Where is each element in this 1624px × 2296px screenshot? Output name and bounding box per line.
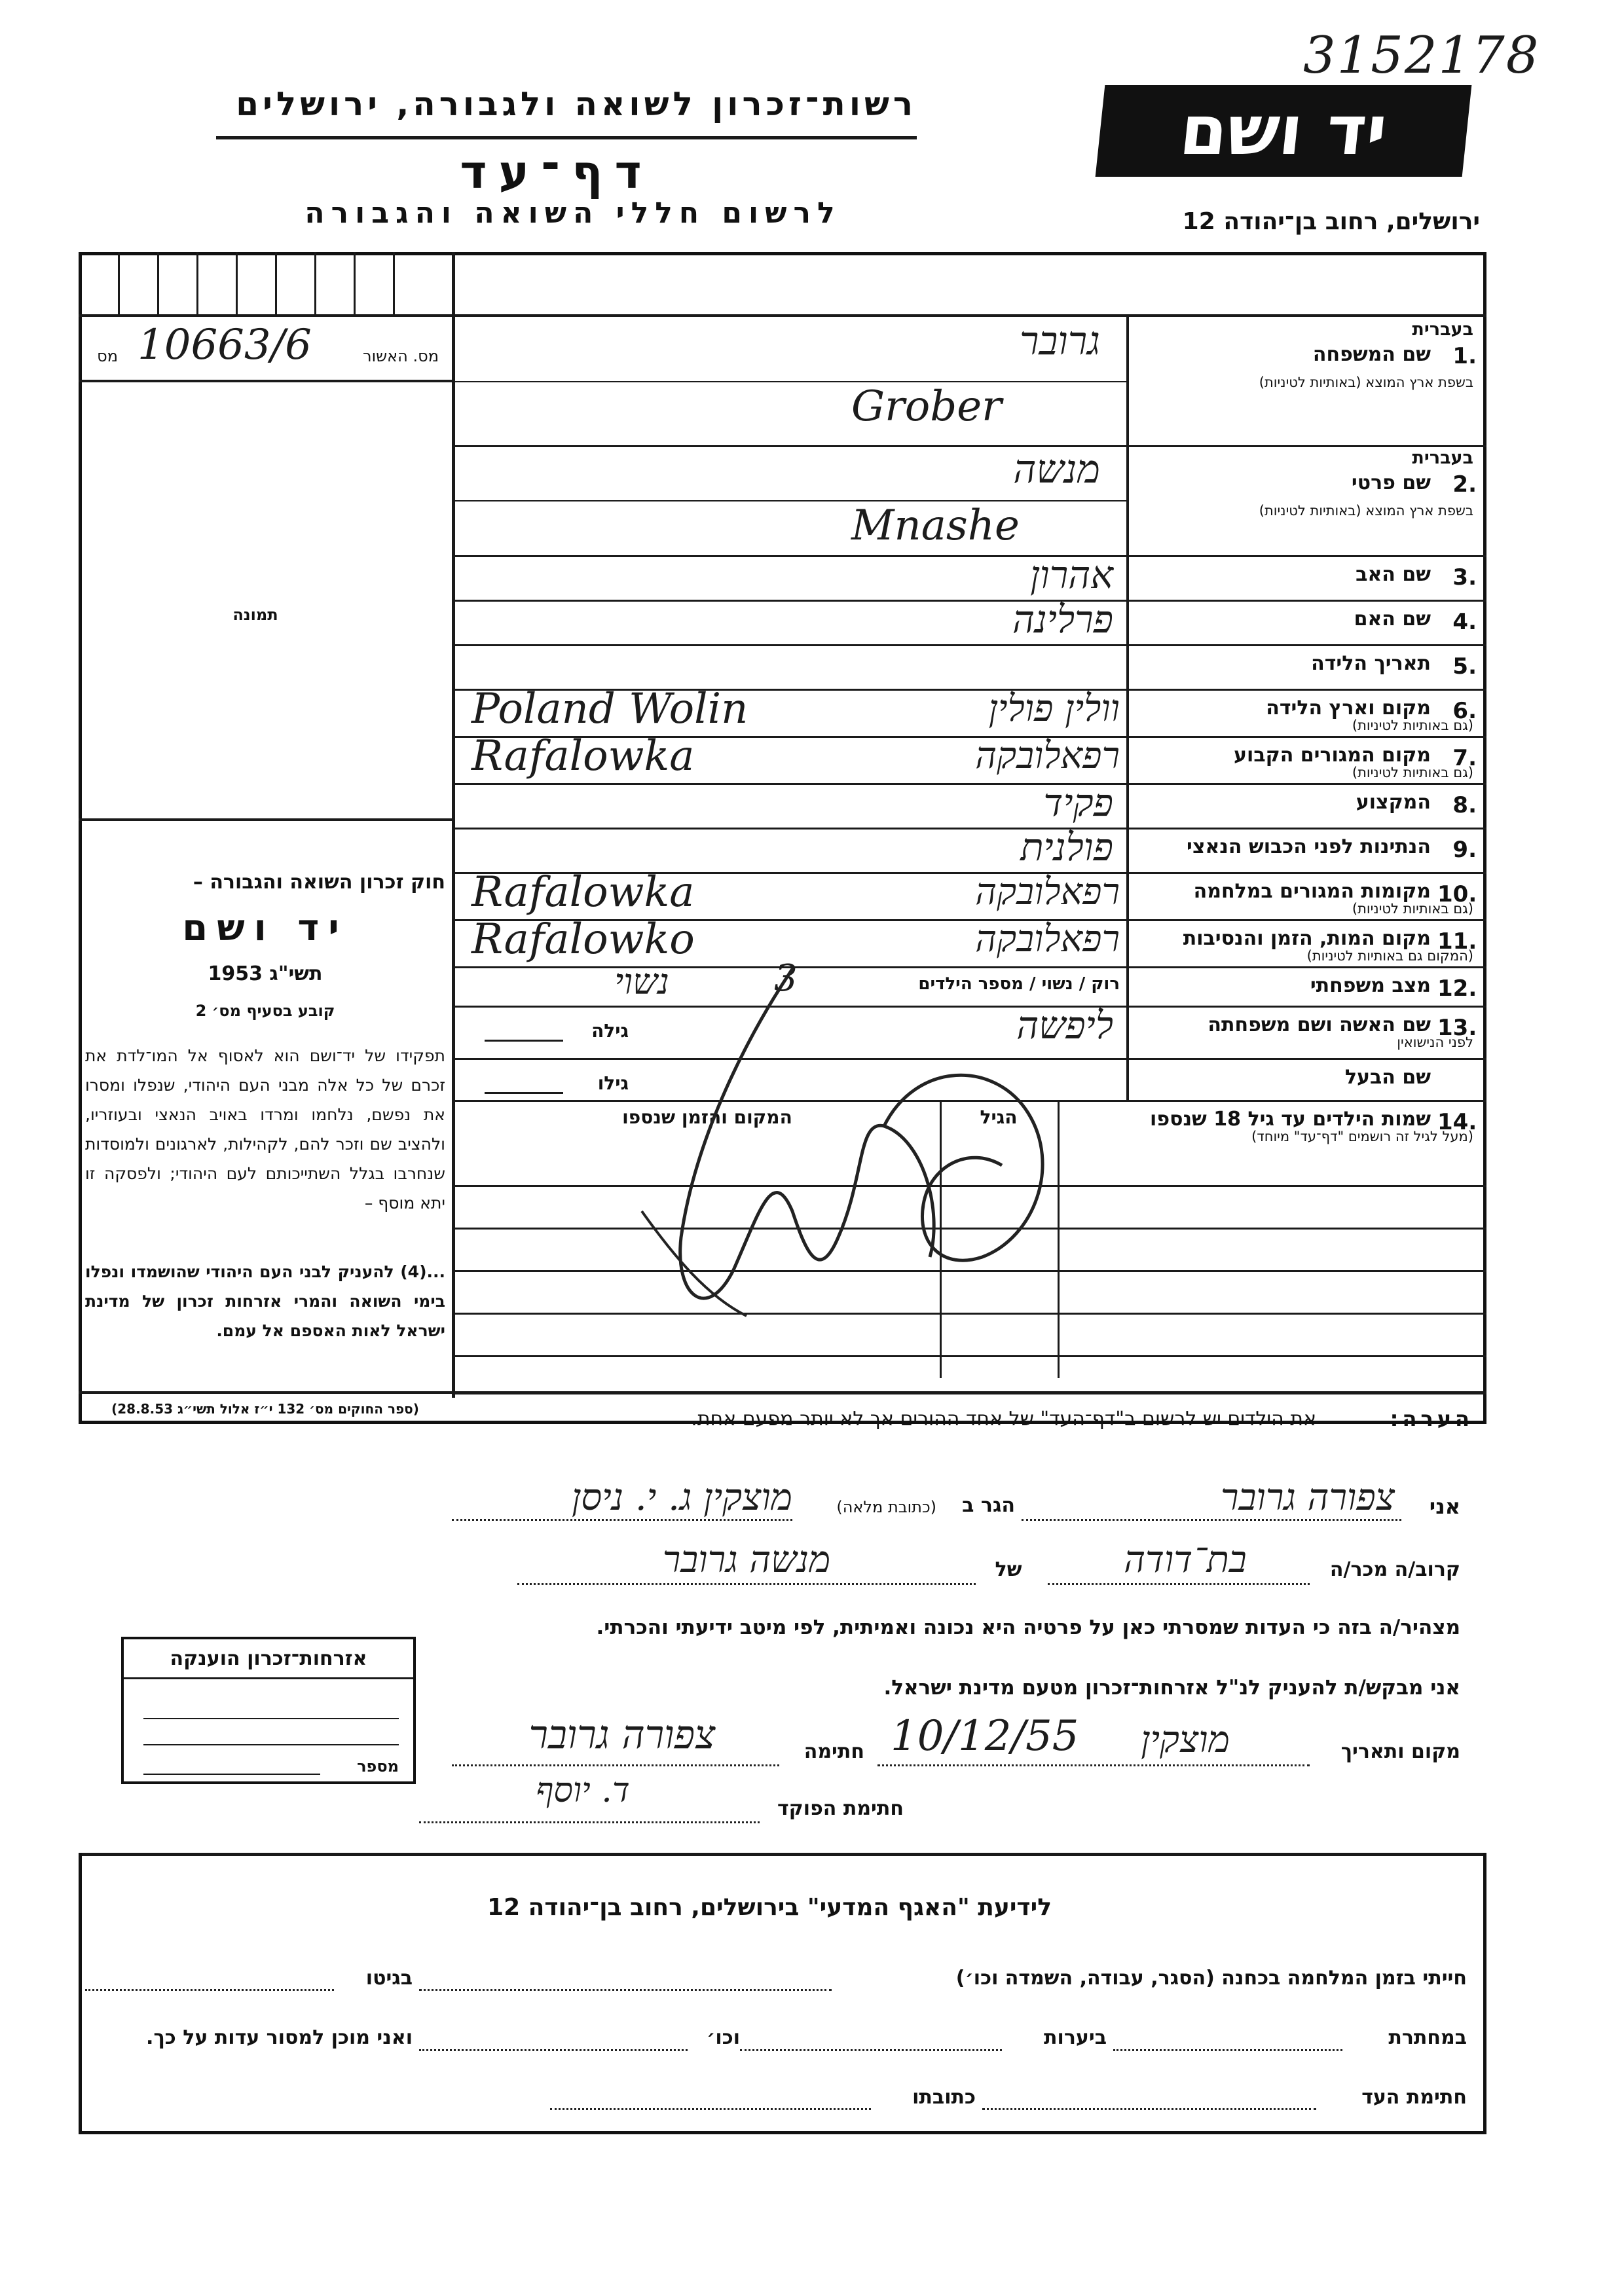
field-label: שם האב: [1356, 563, 1431, 586]
resides-label: הגר ב: [962, 1494, 1015, 1517]
field-label: שם המשפחה: [1312, 343, 1431, 366]
field-value-hebrew[interactable]: גרובר: [1019, 318, 1100, 364]
law-paragraph-1: תפקידו של יד־ושם הוא לאסוף אל המו־לדת את זכרם של כל אלה מבני העם היהודי, שנפלו ומסרו את נפשם, נלחמו ומרדו באויב הנאצי ובעוזריו, ולהציב שם וזכר להם, לקהילות, לארגונים ולמוסדות שנחרבו בגלל השתייכותם לעם היהודי; ולפסקה זו יתא מוסף –: [85, 1046, 445, 1212]
field-value-hebrew[interactable]: רפאלובקה: [975, 735, 1120, 777]
logo-text: יד ושם: [1176, 90, 1391, 170]
field-value-hebrew[interactable]: רפאלובקה: [975, 871, 1120, 913]
field-number: 14.: [1437, 1109, 1477, 1135]
field-label: מקום המות, הזמן והנסיבות: [1183, 927, 1431, 950]
law-title: חוק זכרון השואה והגבורה –: [193, 871, 445, 894]
children-count[interactable]: 3: [774, 957, 798, 1000]
field-number: 5.: [1452, 653, 1477, 680]
field-number: 3.: [1452, 564, 1477, 591]
footer-line1-b: בגיטו: [365, 1967, 413, 1990]
field-hint: בשפת ארץ המוצא (באותיות לטיניות): [1259, 374, 1473, 390]
footer-line1-a: חייתי בזמן המלחמה בכחנה (הסגר, עבודה, השמדה וכו׳): [955, 1967, 1467, 1990]
footer-line2-d: ואני מוכן למסור עדות על כך.: [146, 2026, 413, 2049]
citizenship-number-label: מספר: [357, 1757, 399, 1776]
field-number: 8.: [1452, 792, 1477, 818]
note-text: את הילדים יש לרשום ב"דף־העד" של אחד ההורים אך לא יותר מפעם אחת.: [691, 1408, 1316, 1430]
address-hint: (כתובת מלאה): [836, 1498, 936, 1516]
field-hint: לפני הנישואין: [1397, 1034, 1473, 1050]
row-rule: [455, 644, 1486, 646]
address-line: ירושלים, רחוב בן־יהודה 12: [1182, 208, 1480, 235]
field-label: שם האם: [1354, 608, 1431, 630]
declarant-address[interactable]: מוצקין ג. י. ניסן: [572, 1476, 792, 1519]
declarant-name[interactable]: צפורה גרובר: [1221, 1476, 1395, 1519]
place-value[interactable]: מוצקין: [1141, 1719, 1230, 1761]
law-year: תשי"ג 1953: [208, 962, 323, 985]
children-col-place: המקום והזמן שנספו: [622, 1106, 792, 1128]
age-blank: [485, 1092, 563, 1094]
field-value-hebrew[interactable]: מנשה: [1013, 446, 1100, 492]
field-label: שם האשה ושם משפחתה: [1208, 1013, 1431, 1036]
footer-line2-b: ביערות: [1044, 2026, 1107, 2049]
field-label: מקום וארץ הלידה: [1266, 697, 1431, 720]
age-label: גילו: [597, 1072, 629, 1094]
law-paragraph-2: ...(4) להעניק לבני העם היהודי שהושמדו ונפלו בימי השואה והמרי אזרחות זכרון של מדינת ישראל לאות האספם אל עמם.: [85, 1262, 445, 1340]
document-title: דף־עד: [460, 145, 654, 199]
field-value-latin[interactable]: Rafalowka: [471, 868, 695, 917]
note-label: הערה:: [1390, 1406, 1473, 1431]
field-sub-top: בעברית: [1412, 319, 1473, 340]
footer-line2-a: במחתרת: [1388, 2026, 1467, 2049]
footer-line2-c: וכו׳: [707, 2026, 740, 2049]
field-value-latin[interactable]: Rafalowko: [471, 915, 695, 964]
field-number: 10.: [1437, 881, 1477, 907]
field-number: 9.: [1452, 837, 1477, 863]
relation-value[interactable]: בת־דודה: [1124, 1539, 1247, 1581]
field-label: המקצוע: [1356, 791, 1431, 814]
of-label: של: [995, 1558, 1022, 1581]
statement-truth: מצהיר/ה בזה כי העדות שמסרתי כאן על פרטיה היא נכונה ואמיתית, לפי מיטב ידיעתי והכרתי.: [596, 1616, 1460, 1639]
field-hint: (המקום גם באותיות לטיניות): [1306, 948, 1473, 964]
label-divider: [1126, 314, 1129, 1100]
field-number: 6.: [1452, 698, 1477, 724]
relation-of-value[interactable]: מנשה גרובר: [662, 1539, 831, 1581]
field-hint: (גם באותיות לטיניות): [1352, 765, 1473, 780]
field-value-hebrew[interactable]: וולין פולין: [988, 687, 1120, 730]
statement-request: אני מבקש/ת להעניק לנ"ל אזרחות־זכרון מטעם מדינת ישראל.: [883, 1676, 1460, 1700]
marital-options: רוק / נשוי / מספר הילדים: [918, 974, 1120, 994]
citizenship-box: [121, 1637, 416, 1784]
field-number: 2.: [1452, 471, 1477, 498]
citizenship-title: אזרחות־זכרון הוענקה: [170, 1647, 367, 1670]
relation-label: קרוב/ה מכר/ה: [1329, 1558, 1460, 1581]
age-label: גילה: [591, 1020, 629, 1042]
field-label: שם הבעל: [1344, 1066, 1431, 1089]
field-label: שם פרטי: [1351, 471, 1431, 494]
archive-reference-number: 3152178: [1303, 26, 1540, 85]
no-label: מס: [97, 347, 118, 365]
tick-row: [79, 252, 452, 314]
field-number: 13.: [1437, 1015, 1477, 1041]
field-value-latin[interactable]: Rafalowka: [471, 732, 695, 780]
approval-number: 10663/6: [138, 321, 312, 369]
field-value[interactable]: פולנית: [1020, 825, 1113, 869]
field-number: 4.: [1452, 609, 1477, 635]
field-label: מקום המגורים הקבוע: [1234, 744, 1431, 767]
signature-label: חתימה: [803, 1740, 864, 1763]
field-hint: בשפת ארץ המוצא (באותיות לטיניות): [1259, 503, 1473, 519]
field-label: שמות הילדים עד גיל 18 שנספו: [1150, 1108, 1431, 1131]
field-number: 11.: [1437, 928, 1477, 955]
law-name: יד ושם: [182, 907, 348, 949]
header-underline: [216, 136, 917, 139]
declaration-ani-label: אני: [1429, 1494, 1460, 1519]
field-value-latin[interactable]: Mnashe: [851, 501, 1020, 550]
place-date-label: מקום ותאריך: [1340, 1740, 1460, 1763]
footer-title: לידיעת "האגף המדעי" בירושלים, רחוב בן־יהודה 12: [487, 1894, 1052, 1921]
field-value-latin[interactable]: Poland Wolin: [471, 685, 748, 733]
official-signature[interactable]: ד. יוסף: [536, 1771, 630, 1810]
marital-status-value[interactable]: נשוי: [614, 961, 669, 1002]
field-value[interactable]: אהרון: [1030, 553, 1113, 597]
field-hint: (גם באותיות לטיניות): [1352, 901, 1473, 917]
field-value-latin[interactable]: Grober: [851, 382, 1002, 431]
law-citation: (ספר החוקים מס׳ 132 י״ז אלול תשי״ג 28.8.53): [111, 1401, 419, 1417]
document-subtitle: לרשום חללי השואה והגבורה: [304, 196, 841, 230]
footer-line3-b: כתובתו: [912, 2086, 976, 2109]
field-number: 12.: [1437, 975, 1477, 1002]
column-divider: [452, 252, 455, 1398]
cross-out-scribble: [576, 930, 1087, 1336]
declarant-signature[interactable]: צפורה גרובר: [528, 1712, 716, 1758]
children-col-age: הגיל: [980, 1106, 1018, 1128]
field-value[interactable]: פרלינה: [1012, 597, 1113, 642]
field-label: מצב משפחתי: [1310, 974, 1431, 997]
field-number: 1.: [1452, 343, 1477, 369]
organization-line: רשות־זכרון לשואה ולגבורה, ירושלים: [236, 85, 917, 123]
field-label: הנתינות לפני הכבוש הנאצי: [1187, 835, 1431, 858]
field-sub-top: בעברית: [1412, 448, 1473, 468]
yad-vashem-logo: [1096, 85, 1472, 177]
law-clause: קובע בסעיף מס׳ 2: [195, 1002, 335, 1020]
footer-line3-a: חתימת העד: [1361, 2086, 1467, 2109]
field-hint: (מעל לגיל זה רושמים "דף־עד" מיוחד): [1251, 1129, 1473, 1144]
field-value-hebrew[interactable]: רפאלובקה: [975, 918, 1120, 960]
date-value[interactable]: 10/12/55: [891, 1712, 1079, 1760]
field-label: תאריך הלידה: [1311, 652, 1431, 675]
field-label: מקומות המגורים במלחמה: [1193, 880, 1431, 903]
field-value[interactable]: ליפשה: [1016, 1003, 1113, 1048]
age-blank: [485, 1040, 563, 1042]
field-hint: (גם באותיות לטיניות): [1352, 718, 1473, 733]
photo-label: תמונה: [232, 606, 278, 624]
field-value[interactable]: פקיד: [1043, 780, 1113, 825]
approval-label: מס. האשור: [363, 347, 439, 365]
official-signature-label: חתימת הפוקד: [777, 1797, 904, 1820]
field-number: 7.: [1452, 745, 1477, 771]
